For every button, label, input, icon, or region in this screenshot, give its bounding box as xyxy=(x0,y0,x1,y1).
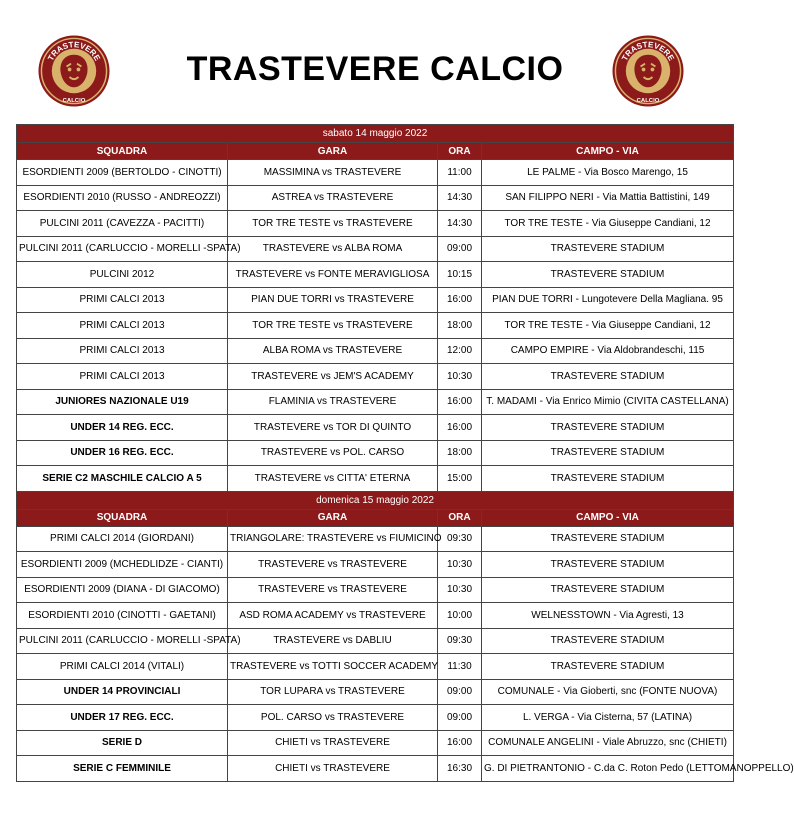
cell-campo: L. VERGA - Via Cisterna, 57 (LATINA) xyxy=(482,705,734,731)
cell-ora: 14:30 xyxy=(438,185,482,211)
page-header xyxy=(0,0,750,124)
cell-squadra: UNDER 14 REG. ECC. xyxy=(17,415,228,441)
cell-ora: 09:30 xyxy=(438,526,482,552)
club-logo-right xyxy=(611,34,685,108)
cell-gara: TRASTEVERE vs POL. CARSO xyxy=(228,440,438,466)
cell-ora: 09:00 xyxy=(438,679,482,705)
table-row xyxy=(17,756,734,782)
cell-campo: SAN FILIPPO NERI - Via Mattia Battistini, 149 xyxy=(482,185,734,211)
table-row xyxy=(17,440,734,466)
cell-campo: LE PALME - Via Bosco Marengo, 15 xyxy=(482,160,734,186)
column-header-gara: GARA xyxy=(228,143,438,160)
cell-campo: TRASTEVERE STADIUM xyxy=(482,552,734,578)
svg-text:CALCIO: CALCIO xyxy=(62,98,86,105)
cell-campo: G. DI PIETRANTONIO - C.da C. Roton Pedo (LETTOMANOPPELLO) xyxy=(482,756,734,782)
column-header-row xyxy=(17,143,734,160)
cell-squadra: ESORDIENTI 2009 (MCHEDLIDZE - CIANTI) xyxy=(17,552,228,578)
table-row xyxy=(17,185,734,211)
page-title: TRASTEVERE CALCIO xyxy=(186,50,564,88)
cell-ora: 15:00 xyxy=(438,466,482,492)
cell-ora: 11:30 xyxy=(438,654,482,680)
cell-ora: 09:00 xyxy=(438,236,482,262)
cell-campo: TOR TRE TESTE - Via Giuseppe Candiani, 12 xyxy=(482,211,734,237)
cell-gara: CHIETI vs TRASTEVERE xyxy=(228,730,438,756)
column-header-campo: CAMPO - VIA xyxy=(482,143,734,160)
cell-ora: 16:00 xyxy=(438,730,482,756)
cell-ora: 10:30 xyxy=(438,364,482,390)
table-row xyxy=(17,236,734,262)
cell-campo: WELNESSTOWN - Via Agresti, 13 xyxy=(482,603,734,629)
cell-ora: 10:00 xyxy=(438,603,482,629)
cell-gara: CHIETI vs TRASTEVERE xyxy=(228,756,438,782)
cell-squadra: PRIMI CALCI 2014 (GIORDANI) xyxy=(17,526,228,552)
cell-squadra: SERIE D xyxy=(17,730,228,756)
cell-gara: TOR LUPARA vs TRASTEVERE xyxy=(228,679,438,705)
cell-campo: TRASTEVERE STADIUM xyxy=(482,577,734,603)
cell-squadra: ESORDIENTI 2009 (BERTOLDO - CINOTTI) xyxy=(17,160,228,186)
cell-squadra: PRIMI CALCI 2013 xyxy=(17,338,228,364)
cell-ora: 10:15 xyxy=(438,262,482,288)
cell-campo: TRASTEVERE STADIUM xyxy=(482,440,734,466)
cell-ora: 10:30 xyxy=(438,552,482,578)
cell-campo: TRASTEVERE STADIUM xyxy=(482,262,734,288)
day-label: sabato 14 maggio 2022 xyxy=(17,125,734,143)
cell-gara: TRIANGOLARE: TRASTEVERE vs FIUMICINO xyxy=(228,526,438,552)
cell-campo: TRASTEVERE STADIUM xyxy=(482,628,734,654)
cell-squadra: JUNIORES NAZIONALE U19 xyxy=(17,389,228,415)
cell-campo: CAMPO EMPIRE - Via Aldobrandeschi, 115 xyxy=(482,338,734,364)
schedule-table xyxy=(16,124,794,782)
column-header-squadra: SQUADRA xyxy=(17,509,228,526)
cell-gara: TOR TRE TESTE vs TRASTEVERE xyxy=(228,313,438,339)
svg-text:TRASTEVERE: TRASTEVERE xyxy=(46,40,102,63)
cell-ora: 11:00 xyxy=(438,160,482,186)
column-header-row xyxy=(17,509,734,526)
table-row xyxy=(17,364,734,390)
cell-gara: TRASTEVERE vs TOTTI SOCCER ACADEMY xyxy=(228,654,438,680)
table-row xyxy=(17,552,734,578)
cell-campo: PIAN DUE TORRI - Lungotevere Della Magliana. 95 xyxy=(482,287,734,313)
day-label: domenica 15 maggio 2022 xyxy=(17,491,734,509)
cell-squadra: ESORDIENTI 2010 (RUSSO - ANDREOZZI) xyxy=(17,185,228,211)
cell-campo: COMUNALE ANGELINI - Viale Abruzzo, snc (CHIETI) xyxy=(482,730,734,756)
cell-squadra: UNDER 17 REG. ECC. xyxy=(17,705,228,731)
table-row xyxy=(17,628,734,654)
cell-campo: TOR TRE TESTE - Via Giuseppe Candiani, 12 xyxy=(482,313,734,339)
cell-ora: 09:00 xyxy=(438,705,482,731)
table-row xyxy=(17,338,734,364)
cell-squadra: ESORDIENTI 2009 (DIANA - DI GIACOMO) xyxy=(17,577,228,603)
cell-gara: POL. CARSO vs TRASTEVERE xyxy=(228,705,438,731)
table-row xyxy=(17,654,734,680)
cell-gara: ASTREA vs TRASTEVERE xyxy=(228,185,438,211)
cell-ora: 16:30 xyxy=(438,756,482,782)
cell-ora: 16:00 xyxy=(438,287,482,313)
cell-gara: FLAMINIA vs TRASTEVERE xyxy=(228,389,438,415)
svg-text:TRASTEVERE: TRASTEVERE xyxy=(620,40,676,63)
table-row xyxy=(17,211,734,237)
table-row xyxy=(17,705,734,731)
day-header-row xyxy=(17,125,734,143)
table-row xyxy=(17,730,734,756)
cell-campo: TRASTEVERE STADIUM xyxy=(482,236,734,262)
table-row xyxy=(17,389,734,415)
cell-squadra: PRIMI CALCI 2013 xyxy=(17,364,228,390)
cell-ora: 12:00 xyxy=(438,338,482,364)
cell-gara: TOR TRE TESTE vs TRASTEVERE xyxy=(228,211,438,237)
cell-squadra: PRIMI CALCI 2013 xyxy=(17,287,228,313)
cell-gara: TRASTEVERE vs DABLIU xyxy=(228,628,438,654)
column-header-campo: CAMPO - VIA xyxy=(482,509,734,526)
table-row xyxy=(17,262,734,288)
column-header-gara: GARA xyxy=(228,509,438,526)
cell-gara: TRASTEVERE vs CITTA' ETERNA xyxy=(228,466,438,492)
cell-gara: ASD ROMA ACADEMY vs TRASTEVERE xyxy=(228,603,438,629)
table-row xyxy=(17,679,734,705)
cell-campo: TRASTEVERE STADIUM xyxy=(482,466,734,492)
day-header-row xyxy=(17,491,734,509)
cell-squadra: PRIMI CALCI 2014 (VITALI) xyxy=(17,654,228,680)
cell-campo: TRASTEVERE STADIUM xyxy=(482,364,734,390)
cell-gara: TRASTEVERE vs ALBA ROMA xyxy=(228,236,438,262)
cell-gara: TRASTEVERE vs JEM'S ACADEMY xyxy=(228,364,438,390)
cell-campo: T. MADAMI - Via Enrico Mimio (CIVITA CASTELLANA) xyxy=(482,389,734,415)
cell-squadra: PULCINI 2011 (CARLUCCIO - MORELLI -SPATA) xyxy=(17,236,228,262)
cell-gara: TRASTEVERE vs TOR DI QUINTO xyxy=(228,415,438,441)
column-header-ora: ORA xyxy=(438,143,482,160)
column-header-squadra: SQUADRA xyxy=(17,143,228,160)
table-row xyxy=(17,603,734,629)
cell-gara: TRASTEVERE vs TRASTEVERE xyxy=(228,577,438,603)
svg-text:CALCIO: CALCIO xyxy=(636,98,660,105)
cell-ora: 09:30 xyxy=(438,628,482,654)
table-row xyxy=(17,287,734,313)
cell-ora: 14:30 xyxy=(438,211,482,237)
cell-ora: 18:00 xyxy=(438,440,482,466)
cell-gara: TRASTEVERE vs TRASTEVERE xyxy=(228,552,438,578)
cell-gara: PIAN DUE TORRI vs TRASTEVERE xyxy=(228,287,438,313)
cell-gara: TRASTEVERE vs FONTE MERAVIGLIOSA xyxy=(228,262,438,288)
cell-campo: TRASTEVERE STADIUM xyxy=(482,654,734,680)
cell-campo: TRASTEVERE STADIUM xyxy=(482,415,734,441)
cell-squadra: PULCINI 2012 xyxy=(17,262,228,288)
cell-ora: 16:00 xyxy=(438,389,482,415)
column-header-ora: ORA xyxy=(438,509,482,526)
cell-squadra: ESORDIENTI 2010 (CINOTTI - GAETANI) xyxy=(17,603,228,629)
cell-gara: ALBA ROMA vs TRASTEVERE xyxy=(228,338,438,364)
cell-squadra: UNDER 14 PROVINCIALI xyxy=(17,679,228,705)
cell-ora: 16:00 xyxy=(438,415,482,441)
cell-squadra: PULCINI 2011 (CAVEZZA - PACITTI) xyxy=(17,211,228,237)
cell-squadra: PULCINI 2011 (CARLUCCIO - MORELLI -SPATA) xyxy=(17,628,228,654)
table-row xyxy=(17,526,734,552)
cell-ora: 18:00 xyxy=(438,313,482,339)
cell-squadra: SERIE C FEMMINILE xyxy=(17,756,228,782)
cell-ora: 10:30 xyxy=(438,577,482,603)
table-row xyxy=(17,313,734,339)
cell-squadra: PRIMI CALCI 2013 xyxy=(17,313,228,339)
table-row xyxy=(17,466,734,492)
table-row xyxy=(17,160,734,186)
table-row xyxy=(17,415,734,441)
table-row xyxy=(17,577,734,603)
cell-campo: TRASTEVERE STADIUM xyxy=(482,526,734,552)
cell-campo: COMUNALE - Via Gioberti, snc (FONTE NUOVA) xyxy=(482,679,734,705)
cell-gara: MASSIMINA vs TRASTEVERE xyxy=(228,160,438,186)
cell-squadra: UNDER 16 REG. ECC. xyxy=(17,440,228,466)
cell-squadra: SERIE C2 MASCHILE CALCIO A 5 xyxy=(17,466,228,492)
